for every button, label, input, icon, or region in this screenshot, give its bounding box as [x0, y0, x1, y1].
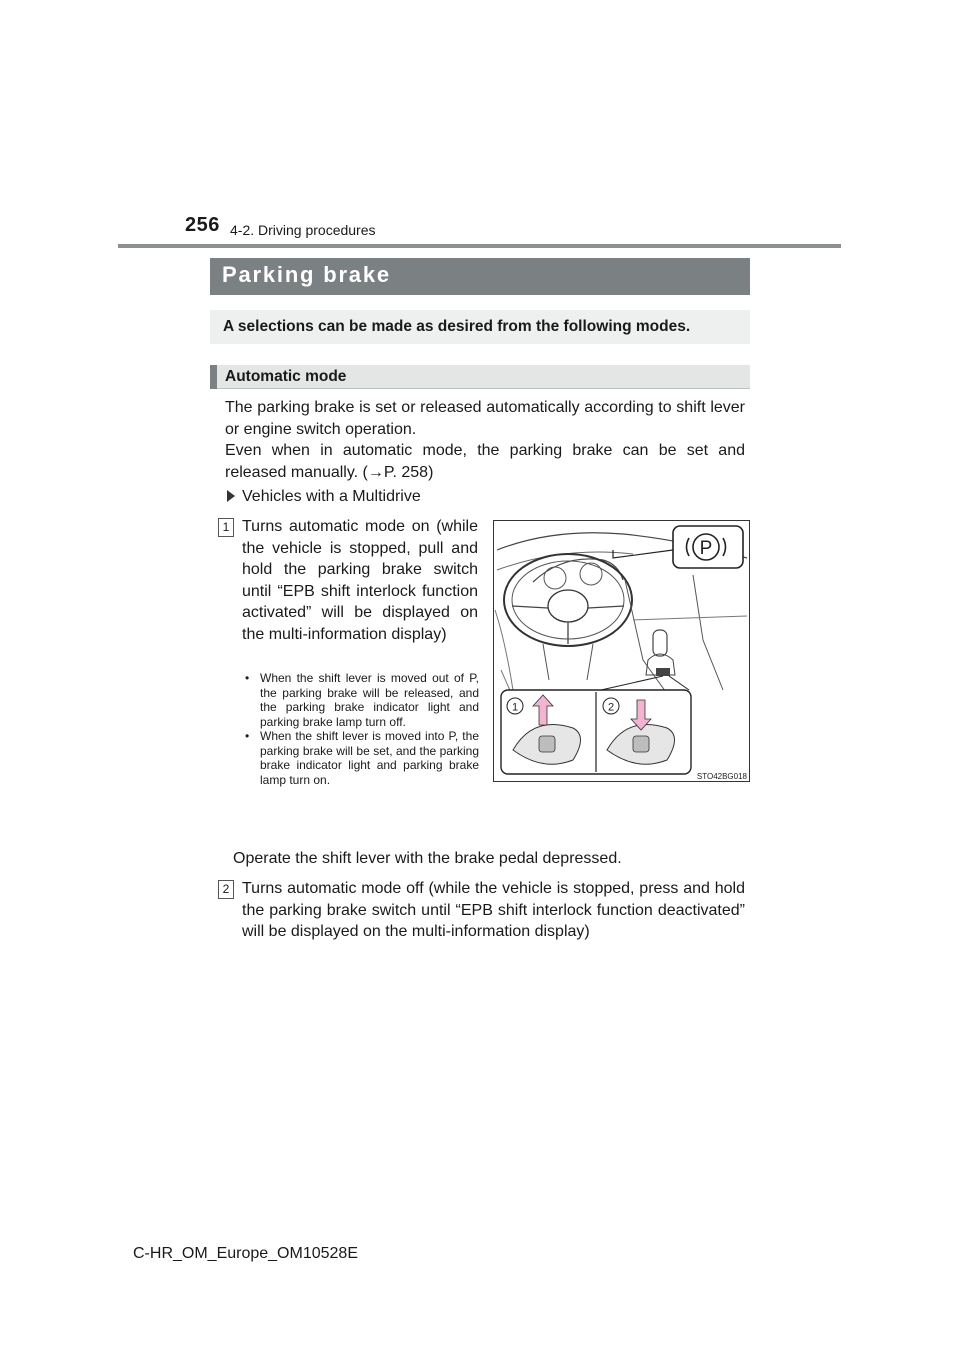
callout-1: 1	[511, 701, 519, 714]
intro-text: A selections can be made as desired from the following modes.	[223, 318, 691, 335]
mode-heading-accent	[210, 365, 217, 389]
header-rule	[118, 244, 841, 248]
step-2-badge: 2	[218, 880, 234, 899]
paragraph-2: Even when in automatic mode, the parking brake can be set and released manually. (→P. 258)	[225, 442, 745, 481]
triangle-bullet-icon	[227, 490, 235, 502]
step-1-bullets	[245, 671, 479, 787]
page-title: Parking brake	[222, 262, 391, 287]
bullet-text: When the shift lever is moved out of P, the parking brake will be released, and the parking brake indicator light and parking brake lamp turn off.	[260, 671, 479, 729]
operate-note: Operate the shift lever with the brake pedal depressed.	[233, 850, 622, 867]
vehicle-note-text: Vehicles with a Multidrive	[242, 488, 421, 505]
bullet-item: • When the shift lever is moved out of P, the parking brake will be released, and the parking brake indicator light and parking brake lamp turn off.	[245, 671, 479, 729]
paragraph-1: The parking brake is set or released automatically according to shift lever or engine switch operation.	[225, 399, 745, 438]
page-number: 256	[185, 214, 220, 236]
step-2-text: Turns automatic mode off (while the vehicle is stopped, press and hold the parking brake switch until “EPB shift interlock function deactivated” will be displayed on the multi-information display)	[242, 880, 745, 940]
vehicle-note	[227, 488, 421, 506]
bullet-item: • When the shift lever is moved into P, the parking brake will be set, and the parking brake indicator light and parking brake lamp turn on.	[245, 729, 479, 787]
step-1-text: Turns automatic mode on (while the vehicle is stopped, pull and hold the parking brake switch until “EPB shift interlock function activated” will be displayed on the multi-information display)	[242, 518, 478, 643]
footer-doc-id: C-HR_OM_Europe_OM10528E	[133, 1245, 358, 1262]
mode-heading: Automatic mode	[225, 368, 347, 385]
figure-code: STO42BG018	[696, 772, 747, 781]
callout-2: 2	[607, 701, 615, 714]
step-1-badge: 1	[218, 518, 234, 537]
p-symbol: P	[699, 538, 713, 559]
body-paragraphs	[225, 397, 745, 483]
bullet-text: When the shift lever is moved into P, the parking brake will be set, and the parking brake indicator light and parking brake lamp turn on.	[260, 729, 479, 787]
section-title: 4-2. Driving procedures	[230, 222, 376, 238]
parking-brake-illustration	[493, 520, 750, 782]
